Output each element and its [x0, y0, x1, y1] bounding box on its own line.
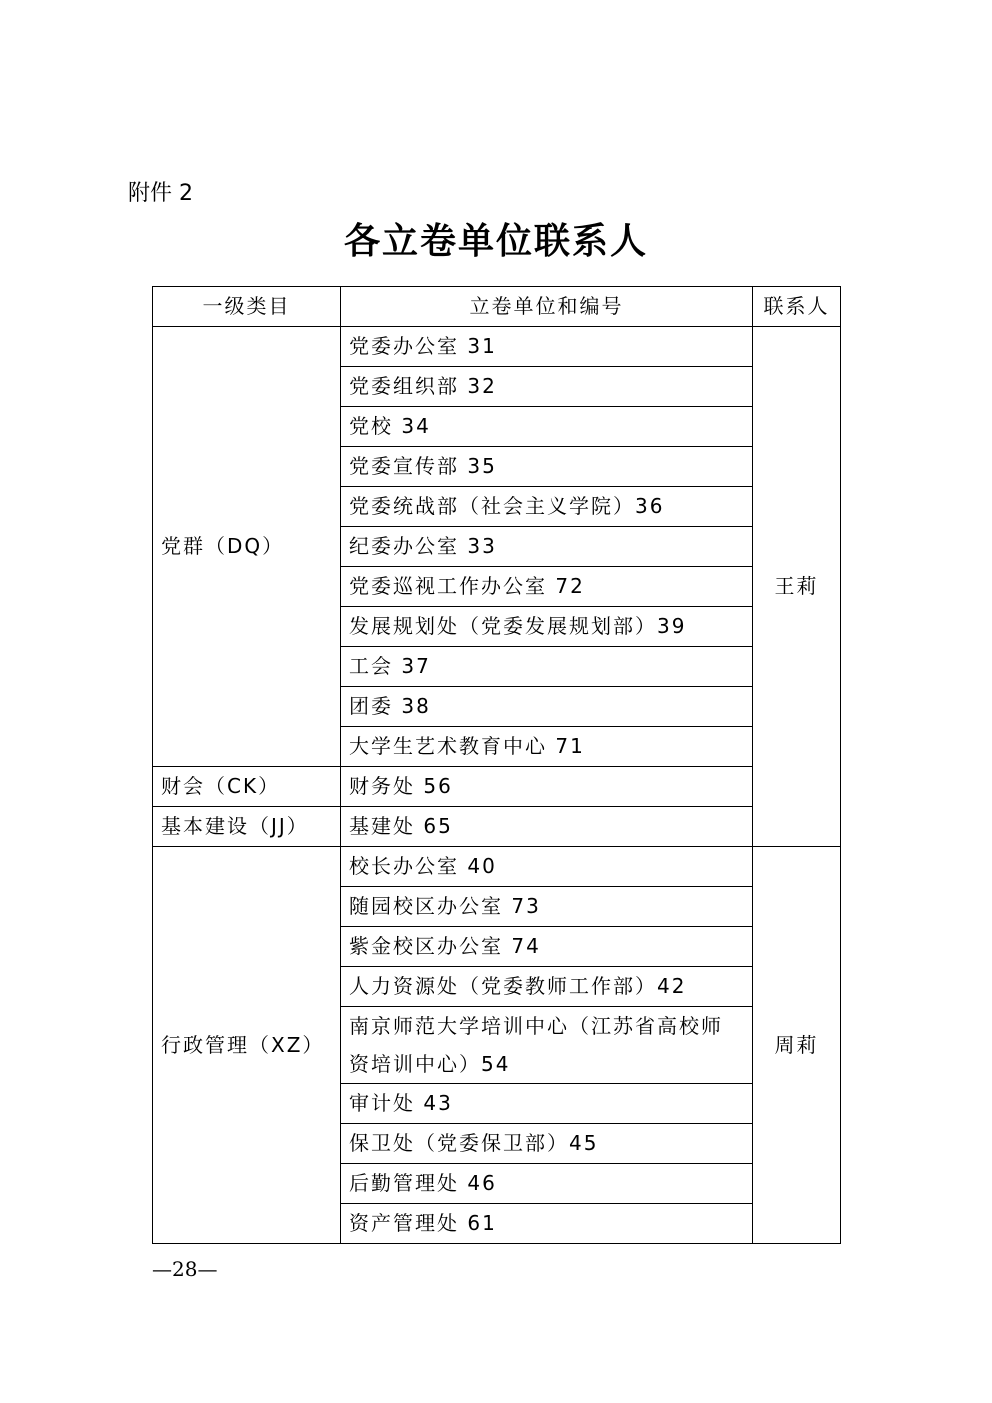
- page-number: —28—: [152, 1257, 218, 1281]
- header-unit: 立卷单位和编号: [341, 287, 753, 327]
- contact-cell: 周莉: [753, 847, 841, 1244]
- table-row: [153, 767, 841, 807]
- header-contact: 联系人: [753, 287, 841, 327]
- table-header-row: [153, 287, 841, 327]
- unit-cell: 保卫处（党委保卫部）45: [341, 1124, 753, 1164]
- unit-cell: 发展规划处（党委发展规划部）39: [341, 607, 753, 647]
- category-cell: 行政管理（XZ）: [153, 847, 341, 1244]
- unit-cell: 南京师范大学培训中心（江苏省高校师资培训中心）54: [341, 1007, 753, 1084]
- unit-cell: 人力资源处（党委教师工作部）42: [341, 967, 753, 1007]
- attachment-label: 附件 2: [128, 181, 193, 206]
- unit-cell: 财务处 56: [341, 767, 753, 807]
- category-cell: 党群（DQ）: [153, 327, 341, 767]
- unit-cell: 工会 37: [341, 647, 753, 687]
- unit-cell: 党委统战部（社会主义学院）36: [341, 487, 753, 527]
- unit-cell: 紫金校区办公室 74: [341, 927, 753, 967]
- unit-cell: 党委组织部 32: [341, 367, 753, 407]
- unit-cell: 审计处 43: [341, 1084, 753, 1124]
- category-cell: 财会（CK）: [153, 767, 341, 807]
- unit-cell: 党委巡视工作办公室 72: [341, 567, 753, 607]
- unit-cell: 纪委办公室 33: [341, 527, 753, 567]
- header-category: 一级类目: [153, 287, 341, 327]
- table-row: [153, 807, 841, 847]
- table-row: [153, 327, 841, 367]
- unit-cell: 党校 34: [341, 407, 753, 447]
- unit-cell: 党委办公室 31: [341, 327, 753, 367]
- unit-cell: 团委 38: [341, 687, 753, 727]
- category-cell: 基本建设（JJ）: [153, 807, 341, 847]
- unit-cell: 基建处 65: [341, 807, 753, 847]
- contacts-table: [152, 286, 841, 1244]
- unit-cell: 党委宣传部 35: [341, 447, 753, 487]
- unit-cell: 校长办公室 40: [341, 847, 753, 887]
- unit-cell: 后勤管理处 46: [341, 1164, 753, 1204]
- page-title: 各立卷单位联系人: [343, 221, 648, 262]
- unit-cell: 随园校区办公室 73: [341, 887, 753, 927]
- unit-cell: 大学生艺术教育中心 71: [341, 727, 753, 767]
- unit-cell: 资产管理处 61: [341, 1204, 753, 1244]
- contact-cell: 王莉: [753, 327, 841, 847]
- table-row: [153, 847, 841, 887]
